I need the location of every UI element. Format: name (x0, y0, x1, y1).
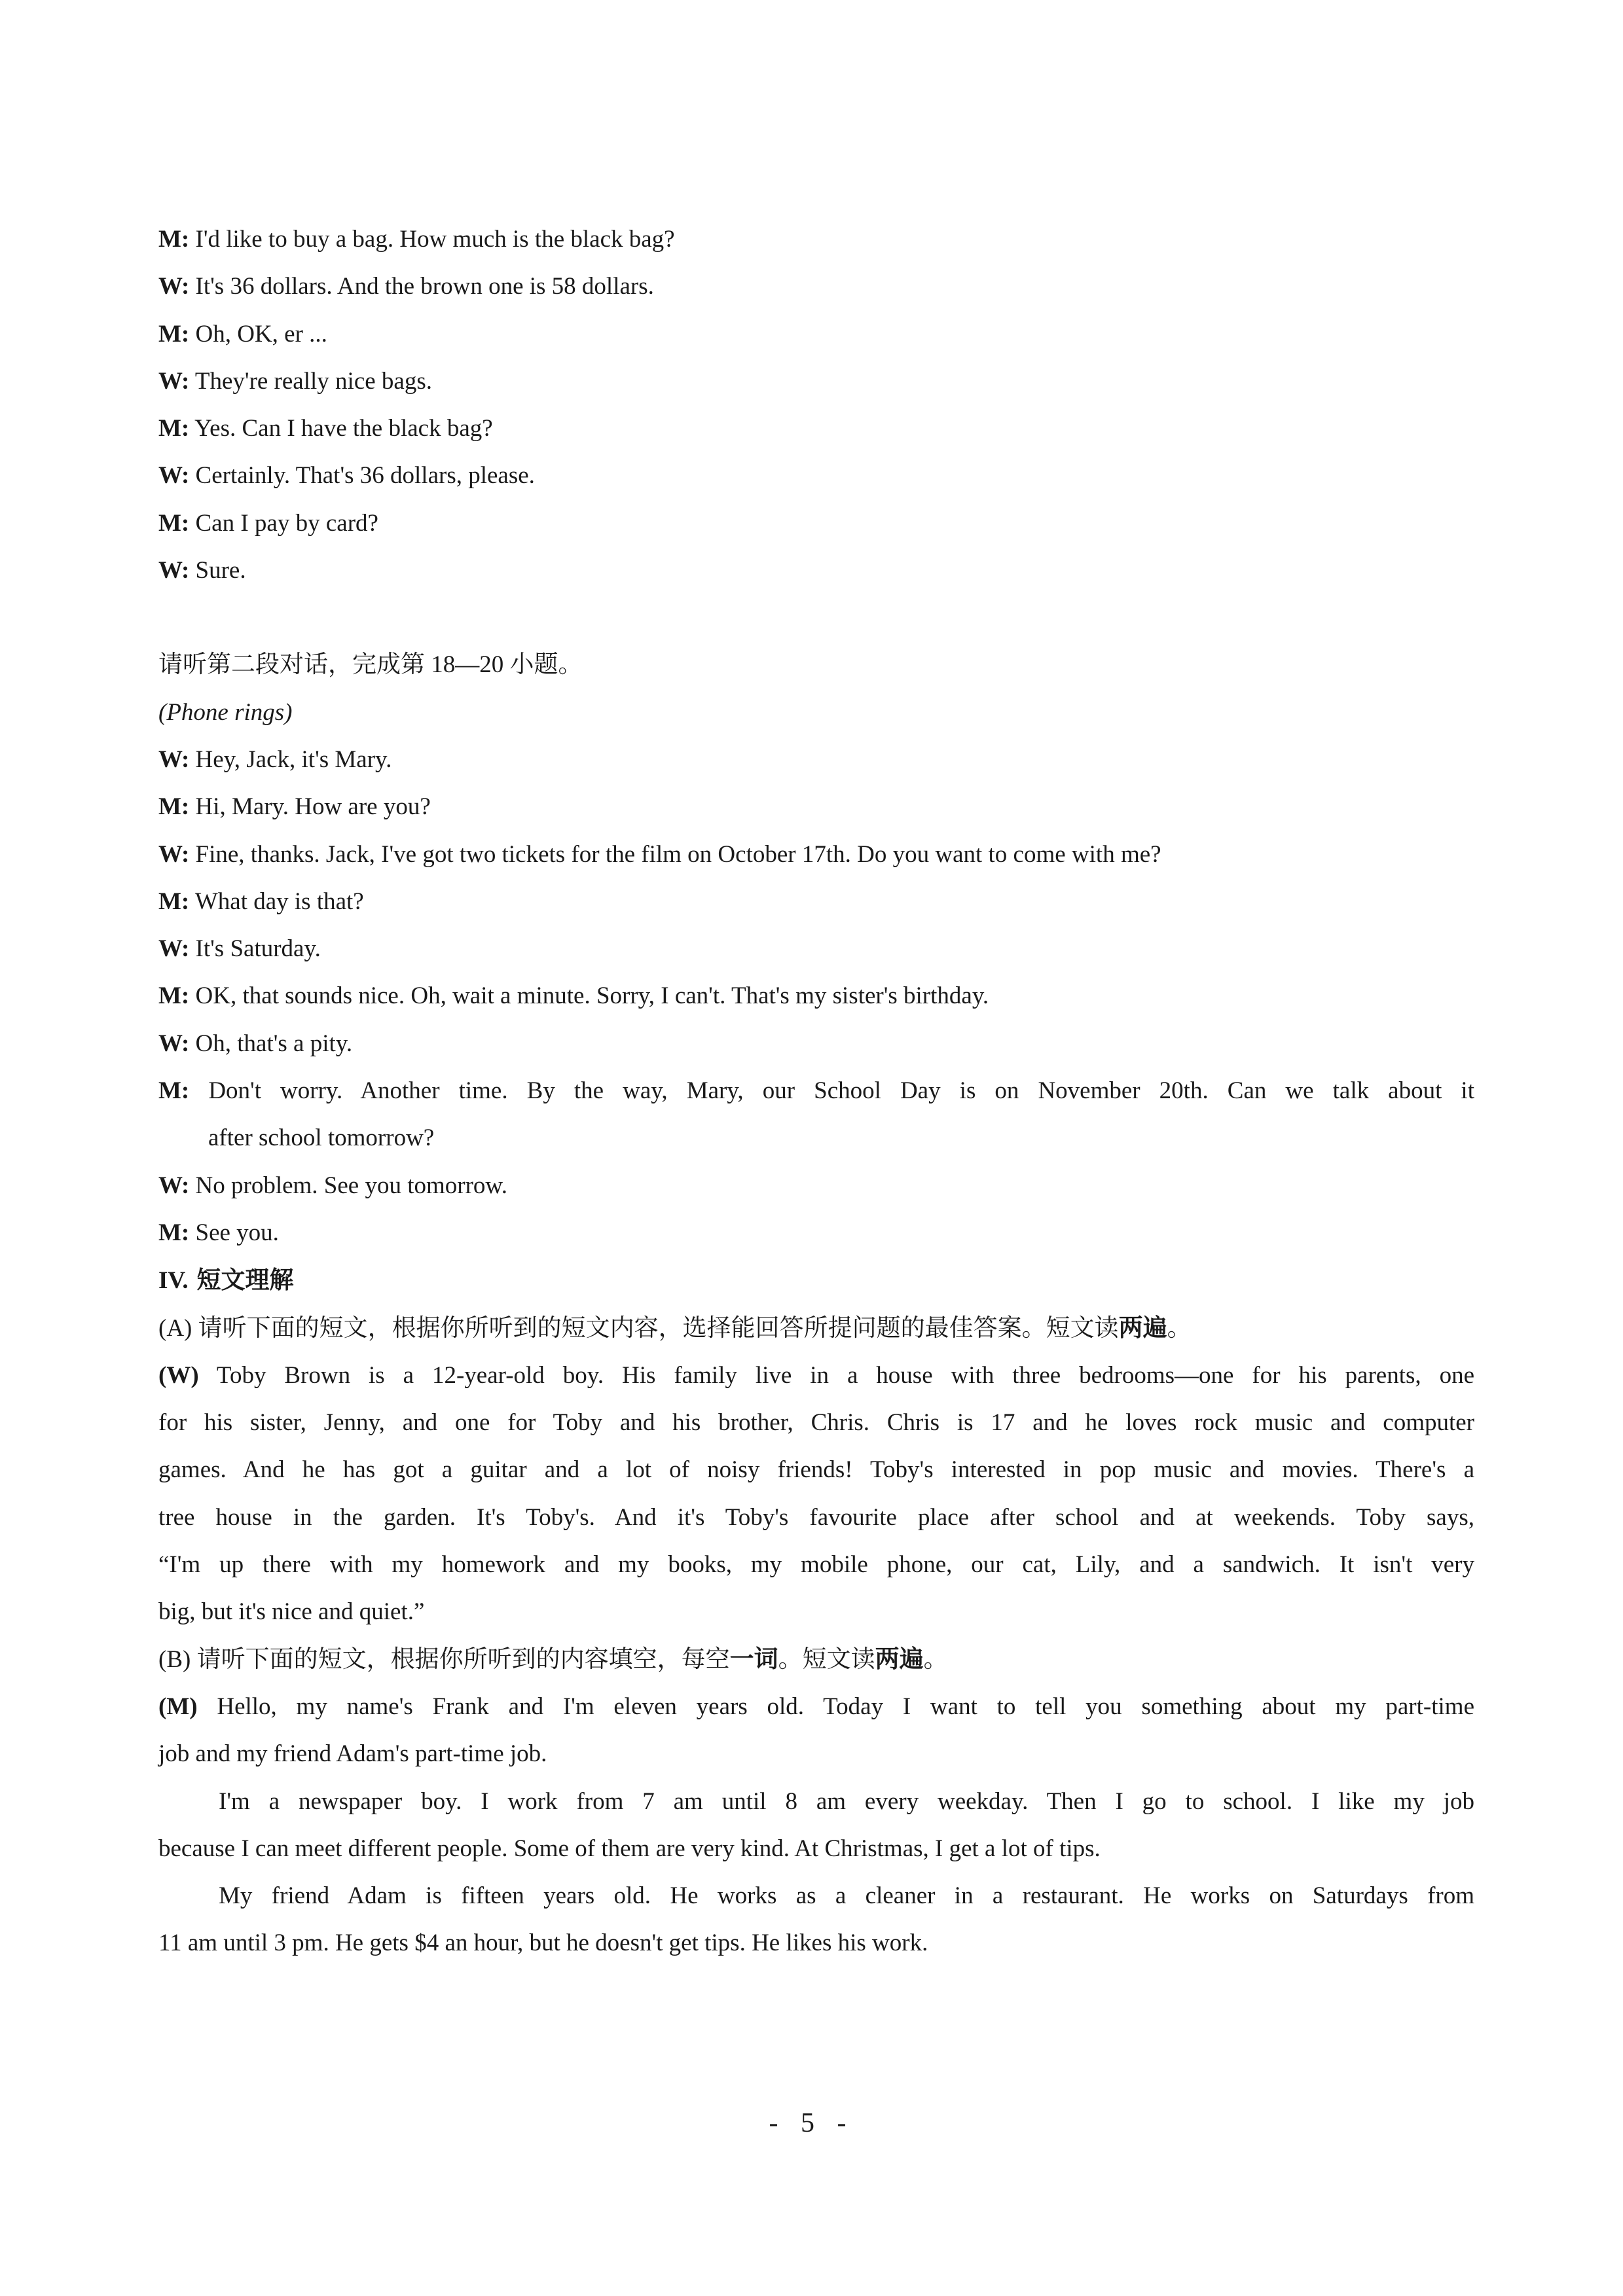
dialogue-line (158, 783, 1474, 831)
speaker-label: W: (158, 462, 190, 490)
passage-line: “I'm up there with my homework and my books, my mobile phone, our cat, Lily, and a sandwich. It isn't very (158, 1551, 1474, 1579)
passage-line: 11 am until 3 pm. He gets $4 an hour, but he doesn't get tips. He likes his work. (158, 1929, 928, 1957)
spacer (158, 594, 1474, 641)
passage-line: tree house in the garden. It's Toby's. And it's Toby's favourite place after school and at weekends. Toby says, (158, 1503, 1474, 1531)
line-text: No problem. See you tomorrow. (195, 1172, 507, 1199)
speaker-label: W: (158, 840, 190, 868)
line-text: Hello, my name's Frank and I'm eleven years old. Today I want to tell you something about my part-time (217, 1693, 1474, 1720)
line-text: What day is that? (194, 888, 364, 915)
dialogue-line (158, 311, 1474, 358)
dialogue-line-continuation: after school tomorrow? (208, 1124, 435, 1152)
line-text: Can I pay by card? (195, 509, 378, 537)
dialogue-2 (158, 641, 1474, 1257)
dialogue-line (158, 1162, 1474, 1210)
speaker-label: W: (158, 745, 190, 773)
passage-line: job and my friend Adam's part-time job. (158, 1740, 547, 1768)
instruction-text: 请听下面的短文，根据你所听到的短文内容，选择能回答所提问题的最佳答案。短文读 (198, 1314, 1119, 1342)
part-label: (B) (158, 1645, 191, 1673)
instruction-text: 请听下面的短文，根据你所听到的内容填空，每空 (196, 1645, 730, 1673)
section-4 (158, 1257, 1474, 1967)
dialogue-1 (158, 216, 1474, 594)
passage-line: I'm a newspaper boy. I work from 7 am until 8 am every weekday. Then I go to school. I like my job (219, 1787, 1474, 1815)
emphasis-text: 一词 (729, 1645, 778, 1673)
speaker-label: M: (158, 1219, 190, 1246)
speaker-label: W: (158, 1030, 190, 1057)
speaker-label: M: (158, 888, 190, 915)
dialogue-line (158, 831, 1474, 878)
line-text: They're really nice bags. (194, 367, 432, 395)
speaker-label: M: (158, 982, 190, 1010)
page-content (158, 216, 1474, 1967)
line-text: Fine, thanks. Jack, I've got two tickets for the film on October 17th. Do you want to come with me? (195, 840, 1161, 868)
dialogue-line (158, 358, 1474, 405)
speaker-label: W: (158, 935, 190, 963)
line-text: Hi, Mary. How are you? (195, 793, 431, 821)
line-text: Oh, that's a pity. (195, 1030, 353, 1057)
dialogue-line (158, 973, 1474, 1020)
dialogue-line (158, 216, 1474, 263)
emphasis-text: 两遍 (1118, 1314, 1167, 1342)
stage-direction: (Phone rings) (158, 698, 293, 726)
dialogue-line (158, 925, 1474, 973)
passage-line (158, 1683, 1474, 1731)
emphasis-text: 两遍 (875, 1645, 924, 1673)
line-text: It's 36 dollars. And the brown one is 58 dollars. (195, 273, 654, 300)
passage-line: games. And he has got a guitar and a lot of noisy friends! Toby's interested in pop music and movies. There's a (158, 1456, 1474, 1484)
speaker-label: M: (158, 415, 190, 442)
passage-line: big, but it's nice and quiet.” (158, 1598, 425, 1626)
speaker-label: M: (158, 1077, 190, 1105)
line-text: It's Saturday. (195, 935, 321, 963)
dialogue-line (158, 878, 1474, 925)
line-text: Hey, Jack, it's Mary. (195, 745, 392, 773)
dialogue-instruction: 请听第二段对话，完成第 18—20 小题。 (158, 651, 583, 679)
line-text: Oh, OK, er ... (195, 320, 327, 348)
dialogue-line (158, 263, 1474, 310)
speaker-label: M: (158, 793, 190, 821)
dialogue-line (158, 547, 1474, 594)
line-text: See you. (195, 1219, 279, 1246)
passage-line: because I can meet different people. Some of them are very kind. At Christmas, I get a lot of tips. (158, 1835, 1101, 1862)
section-heading (158, 1257, 1474, 1304)
speaker-label: W: (158, 1172, 190, 1199)
dialogue-line (158, 1020, 1474, 1067)
passage-line: My friend Adam is fifteen years old. He works as a cleaner in a restaurant. He works on Saturdays from (219, 1882, 1474, 1910)
speaker-label: W: (158, 367, 190, 395)
speaker-label: W: (158, 273, 190, 300)
speaker-label: (W) (158, 1361, 199, 1389)
dialogue-line (158, 1067, 1474, 1115)
speaker-label: W: (158, 557, 190, 584)
section-number: IV. (158, 1267, 189, 1295)
speaker-label: (M) (158, 1693, 198, 1720)
dialogue-line (158, 452, 1474, 499)
part-a-instruction (158, 1305, 1474, 1352)
line-text: Yes. Can I have the black bag? (194, 415, 493, 442)
instruction-text: 。短文读 (778, 1645, 875, 1673)
section-title: 短文理解 (196, 1266, 294, 1295)
speaker-label: M: (158, 226, 190, 253)
part-b-instruction (158, 1636, 1474, 1683)
line-text: I'd like to buy a bag. How much is the black bag? (195, 226, 675, 253)
line-text: OK, that sounds nice. Oh, wait a minute. Sorry, I can't. That's my sister's birthday. (195, 982, 989, 1010)
part-label: (A) (158, 1314, 192, 1342)
instruction-punct: 。 (923, 1645, 948, 1673)
dialogue-line (158, 736, 1474, 783)
line-text: Certainly. That's 36 dollars, please. (195, 462, 535, 490)
passage-line: for his sister, Jenny, and one for Toby and his brother, Chris. Chris is 17 and he loves rock music and computer (158, 1409, 1474, 1437)
instruction-punct: 。 (1167, 1314, 1192, 1342)
page-number: - 5 - (769, 2108, 854, 2138)
dialogue-line (158, 405, 1474, 452)
line-text: Toby Brown is a 12-year-old boy. His family live in a house with three bedrooms—one for his parents, one (216, 1361, 1474, 1389)
line-text: Sure. (195, 557, 246, 584)
speaker-label: M: (158, 509, 190, 537)
speaker-label: M: (158, 320, 190, 348)
dialogue-line (158, 500, 1474, 547)
line-text: Don't worry. Another time. By the way, Mary, our School Day is on November 20th. Can we talk about it (208, 1077, 1474, 1105)
passage-line (158, 1352, 1474, 1399)
dialogue-line (158, 1210, 1474, 1257)
